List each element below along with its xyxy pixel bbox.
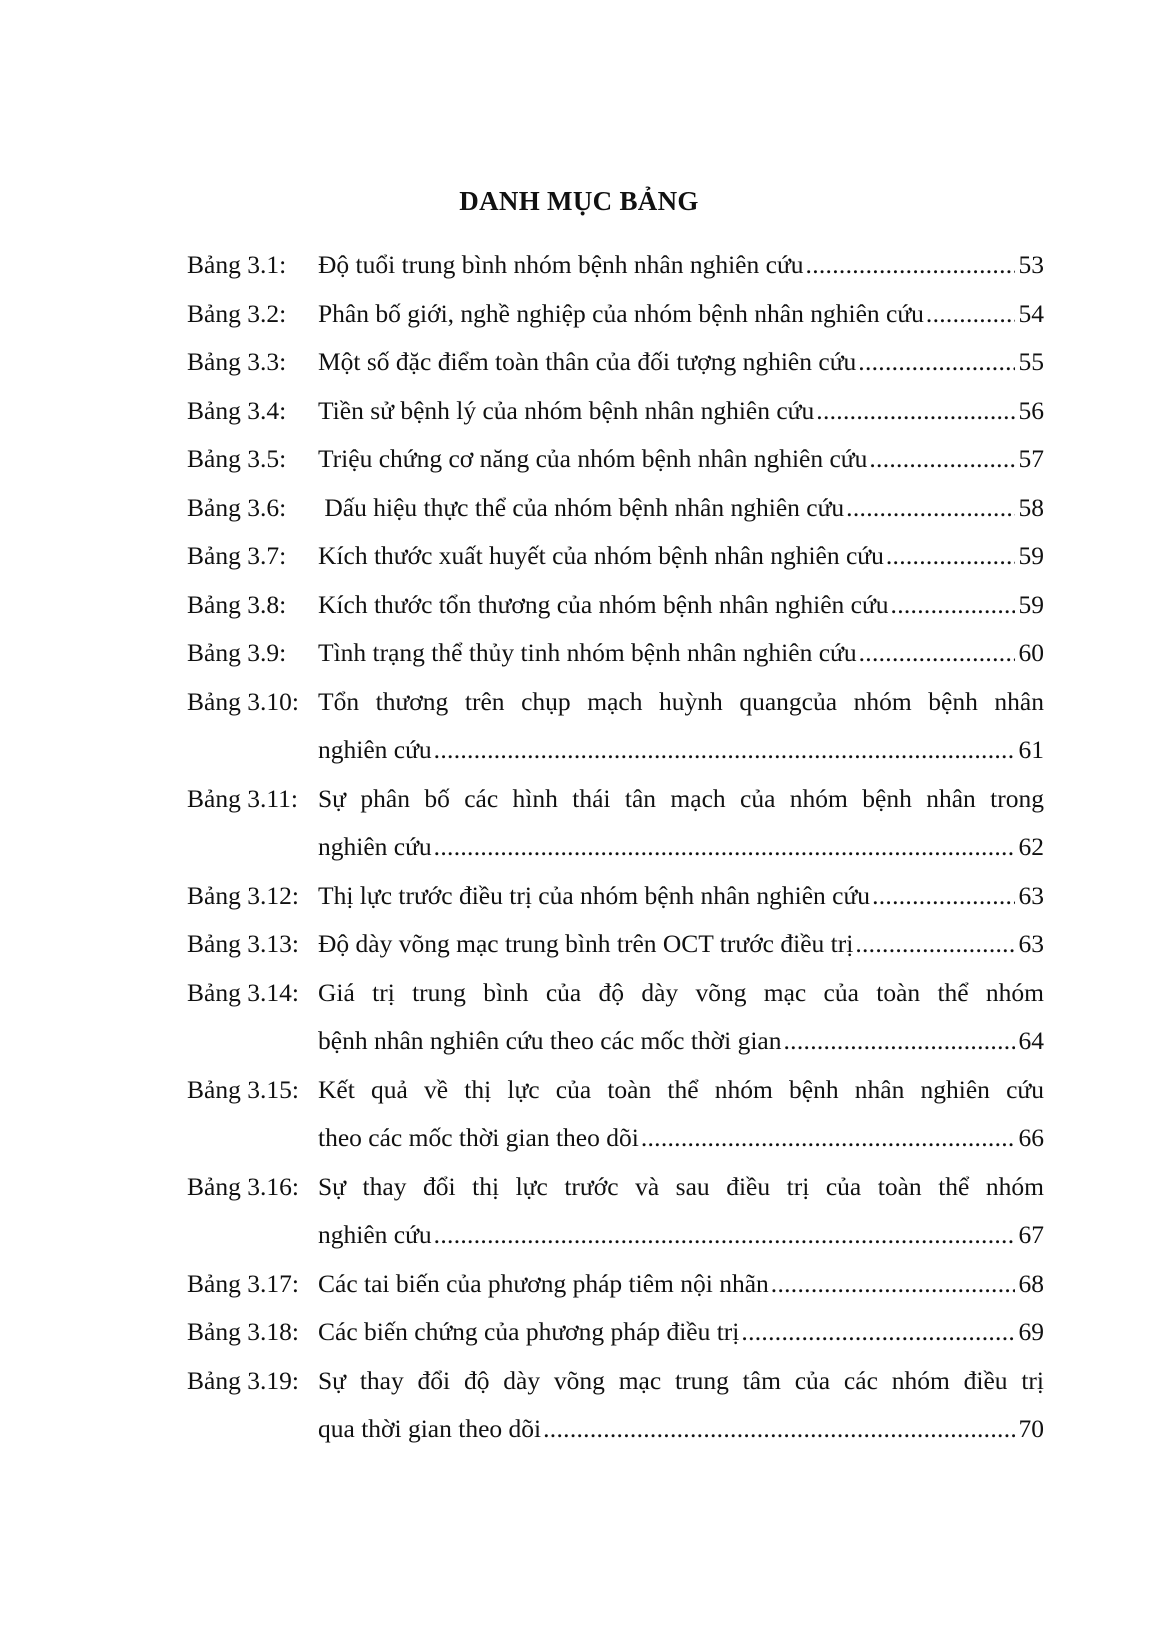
page-number: 54	[1018, 298, 1044, 328]
entry-title: Các biến chứng của phương pháp điều trị	[318, 1317, 740, 1346]
page-number: 62	[1018, 832, 1044, 861]
page-number: 57	[1018, 444, 1044, 473]
entry-title-line1: Sự thay đổi thị lực trước và sau điều trị của toàn thể nhóm	[318, 1171, 1044, 1201]
entry-label: Bảng 3.9:	[187, 638, 287, 667]
table-list	[187, 241, 1044, 1454]
list-item	[187, 387, 1044, 436]
list-item	[187, 338, 1044, 387]
dot-leader	[872, 872, 1014, 921]
entry-label: Bảng 3.12:	[187, 880, 299, 910]
dot-leader	[434, 1211, 1015, 1260]
entry-label: Bảng 3.15:	[187, 1074, 299, 1104]
page-number: 69	[1018, 1317, 1044, 1346]
list-item	[187, 1260, 1044, 1309]
list-item	[187, 872, 1044, 921]
entry-label: Bảng 3.5:	[187, 444, 287, 473]
entry-label: Bảng 3.3:	[187, 347, 287, 376]
entry-title: Dấu hiệu thực thể của nhóm bệnh nhân nghiên cứu	[318, 492, 845, 522]
entry-label: Bảng 3.18:	[187, 1317, 299, 1346]
entry-label: Bảng 3.14:	[187, 977, 299, 1007]
page-title: DANH MỤC BẢNG	[459, 186, 699, 216]
entry-title-line1: Tổn thương trên chụp mạch huỳnh quangcủa nhóm bệnh nhân	[318, 686, 1044, 716]
entry-title: Độ tuổi trung bình nhóm bệnh nhân nghiên cứu	[318, 250, 804, 279]
dot-leader	[543, 1405, 1014, 1454]
entry-title: Tiền sử bệnh lý của nhóm bệnh nhân nghiên cứu	[318, 395, 815, 425]
dot-leader	[886, 532, 1015, 581]
dot-leader	[858, 338, 1014, 387]
list-item	[187, 435, 1044, 484]
entry-label: Bảng 3.1:	[187, 250, 287, 279]
entry-title-line1: Giá trị trung bình của độ dày võng mạc của toàn thể nhóm	[318, 977, 1044, 1007]
page-number: 63	[1018, 880, 1044, 910]
entry-label: Bảng 3.4:	[187, 395, 287, 425]
page-number: 59	[1018, 589, 1044, 619]
list-item	[187, 290, 1044, 339]
dot-leader	[784, 1017, 1015, 1066]
entry-title: Tình trạng thể thủy tinh nhóm bệnh nhân nghiên cứu	[318, 638, 857, 667]
page-number: 58	[1018, 492, 1044, 522]
entry-title: nghiên cứu	[318, 735, 432, 764]
entry-title: theo các mốc thời gian theo dõi	[318, 1123, 639, 1152]
entry-title: Triệu chứng cơ năng của nhóm bệnh nhân nghiên cứu	[318, 444, 868, 473]
list-item	[187, 241, 1044, 290]
entry-title: nghiên cứu	[318, 832, 432, 861]
page-number: 61	[1018, 735, 1044, 764]
list-item	[187, 920, 1044, 969]
list-item	[187, 532, 1044, 581]
entry-title: Kích thước xuất huyết của nhóm bệnh nhân nghiên cứu	[318, 541, 884, 570]
entry-label: Bảng 3.2:	[187, 298, 287, 328]
page-number: 67	[1018, 1220, 1044, 1249]
dot-leader	[806, 241, 1015, 290]
page-number: 55	[1018, 347, 1044, 376]
dot-leader	[846, 484, 1014, 533]
dot-leader	[869, 435, 1014, 484]
list-item	[187, 678, 1044, 775]
entry-title: Kích thước tổn thương của nhóm bệnh nhân nghiên cứu	[318, 589, 889, 619]
dot-leader	[741, 1308, 1014, 1357]
dot-leader	[926, 290, 1015, 339]
list-item	[187, 775, 1044, 872]
entry-label: Bảng 3.11:	[187, 783, 298, 813]
entry-label: Bảng 3.10:	[187, 686, 299, 716]
entry-label: Bảng 3.8:	[187, 589, 287, 619]
list-item	[187, 1163, 1044, 1260]
list-item	[187, 1066, 1044, 1163]
list-item	[187, 1308, 1044, 1357]
entry-title: Một số đặc điểm toàn thân của đối tượng nghiên cứu	[318, 347, 857, 376]
entry-title: qua thời gian theo dõi	[318, 1414, 542, 1443]
entry-title: Thị lực trước điều trị của nhóm bệnh nhân nghiên cứu	[318, 880, 871, 910]
page-number: 56	[1018, 395, 1044, 425]
entry-label: Bảng 3.17:	[187, 1268, 299, 1298]
list-item	[187, 581, 1044, 630]
page-number: 60	[1018, 638, 1044, 667]
entry-label: Bảng 3.6:	[187, 492, 287, 522]
page-number: 70	[1018, 1414, 1044, 1443]
list-item	[187, 1357, 1044, 1454]
entry-title: Các tai biến của phương pháp tiêm nội nhãn	[318, 1268, 769, 1298]
entry-label: Bảng 3.19:	[187, 1365, 299, 1395]
dot-leader	[891, 581, 1015, 630]
entry-label: Bảng 3.7:	[187, 541, 287, 570]
list-item	[187, 629, 1044, 678]
dot-leader	[641, 1114, 1015, 1163]
entry-title: nghiên cứu	[318, 1220, 432, 1249]
entry-title: Độ dày võng mạc trung bình trên OCT trước điều trị	[318, 929, 854, 958]
list-item	[187, 969, 1044, 1066]
entry-label: Bảng 3.13:	[187, 929, 299, 958]
page-number: 66	[1018, 1123, 1044, 1152]
dot-leader	[434, 823, 1015, 872]
page-number: 68	[1018, 1268, 1044, 1298]
dot-leader	[771, 1260, 1015, 1309]
dot-leader	[859, 629, 1015, 678]
list-item	[187, 484, 1044, 533]
page-number: 64	[1018, 1026, 1044, 1055]
dot-leader	[434, 726, 1015, 775]
page-number: 59	[1018, 541, 1044, 570]
entry-title-line1: Sự phân bố các hình thái tân mạch của nhóm bệnh nhân trong	[318, 783, 1044, 813]
entry-title-line1: Sự thay đổi độ dày võng mạc trung tâm của các nhóm điều trị	[318, 1365, 1044, 1395]
entry-label: Bảng 3.16:	[187, 1171, 299, 1201]
page-number: 63	[1018, 929, 1044, 958]
dot-leader	[816, 387, 1014, 436]
entry-title-line1: Kết quả về thị lực của toàn thể nhóm bệnh nhân nghiên cứu	[318, 1074, 1044, 1104]
dot-leader	[855, 920, 1014, 969]
page-number: 53	[1018, 250, 1044, 279]
entry-title: Phân bố giới, nghề nghiệp của nhóm bệnh nhân nghiên cứu	[318, 298, 924, 328]
entry-title: bệnh nhân nghiên cứu theo các mốc thời gian	[318, 1026, 782, 1055]
